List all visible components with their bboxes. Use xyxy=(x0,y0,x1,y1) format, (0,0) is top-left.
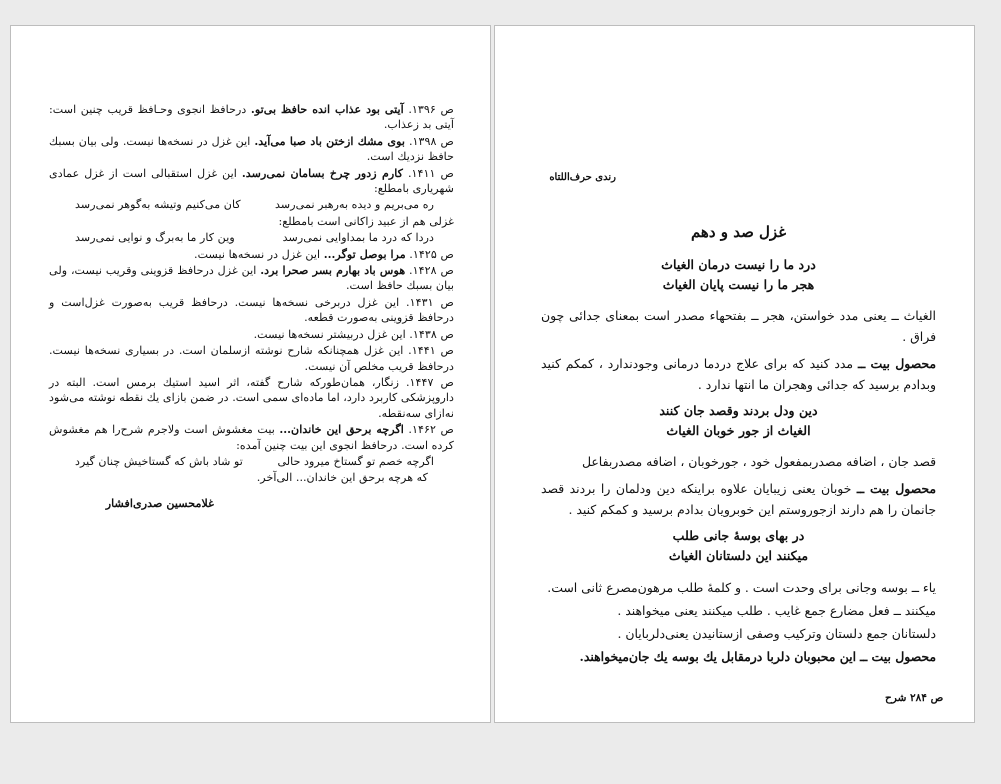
note-text: زنگار، همان‌طورکه شارح گفته، اثر اسید استیك برمس است. البته در داروپزشکی کاربرد دارد، اما ماده‌ای سمی است. در ضمن بازای یك نقطه نوشته می‌شود نه‌ازای سه‌نقطه. xyxy=(49,375,454,420)
note-ref: ص ۱۴۳۱. xyxy=(406,295,454,309)
note-verse: بوی مشك ازختن باد صبا می‌آید. xyxy=(254,133,406,148)
hemistich: دردا که درد ما بمداوایی نمی‌رسد xyxy=(282,231,434,245)
hemistich: اگرچه خصم تو گستاخ میرود حالی xyxy=(277,454,434,468)
note-verse: مرا بوصل توگر... xyxy=(323,246,406,261)
gloss-lines xyxy=(541,576,936,668)
note-1396 xyxy=(49,102,454,133)
couplet-line: هجر ما را نیست پایان الغیاث xyxy=(662,277,815,292)
note-ref: ص ۱۴۲۸. xyxy=(409,264,454,278)
note-1431 xyxy=(49,295,454,326)
notes-section xyxy=(49,102,454,511)
note-verse: اگرچه برحق این خاندان... xyxy=(279,422,404,437)
note-ref: ص ۱۳۹۶. xyxy=(408,103,455,116)
note-1398 xyxy=(49,134,454,165)
gloss-line: میکنند ــ فعل مضارع جمع غایب . طلب میکنند یعنی میخواهند . xyxy=(617,603,936,618)
summary-text: خوبان یعنی زیبایان علاوه براینکه دین ودلمان را بردند قصد جانمان را هم دارند ازجوروستم این خوبرویان بدادم برسید و کمکم کنید . xyxy=(541,481,936,517)
summary-text: مدد کنید که برای علاج دردما درمانی وجودندارد ، کمکم کنید وبدادم برسید که جدائی وهجران ما انتها ندارد . xyxy=(541,356,936,392)
commentary-section xyxy=(541,222,936,672)
note-1428 xyxy=(49,263,454,294)
note-ref: ص ۱۴۲۵. xyxy=(409,247,454,261)
note-ref: ص ۱۴۴۷. xyxy=(405,375,454,389)
hemistich: تو شاد باش که گستاخیش چنان گیرد xyxy=(75,454,243,468)
couplet-line: الغیاث از جور خوبان الغیاث xyxy=(666,423,811,438)
hemistich: کان می‌کنیم وتیشه به‌گوهر نمی‌رسد xyxy=(75,198,241,212)
summary-label: محصول بیت ــ xyxy=(858,356,936,371)
gloss-line: یاء ــ بوسه وجانی برای وحدت است . و کلمهٔ طلب مرهون‌مصرع ثانی است. xyxy=(547,580,936,595)
note-ref: ص ۱۴۳۸. xyxy=(409,327,454,341)
note-ref: ص ۱۴۱۱. xyxy=(407,166,455,180)
note-text: این غزل در نسخه‌ها نیست. xyxy=(194,247,321,261)
note-ref: ص ۱۳۹۸. xyxy=(408,134,455,148)
right-page xyxy=(494,25,975,723)
note-1441 xyxy=(49,343,454,374)
note-text: این غزل دربیشتر نسخه‌ها نیست. xyxy=(253,327,406,341)
couplet-line: در بهای بوسهٔ جانی طلب xyxy=(672,528,805,543)
note-verse: آیتی بود عذاب انده حافظ بی‌تو. xyxy=(250,102,404,116)
signature: غلامحسین صدری‌افشار xyxy=(105,495,214,510)
couplet-3 xyxy=(541,526,936,566)
verse-continuation: که هرچه برحق این خاندان... الی‌آخر. xyxy=(256,471,428,485)
couplet-line: میکنند این دلستانان الغیاث xyxy=(668,548,809,563)
note-1462 xyxy=(49,422,454,453)
note-1447 xyxy=(49,375,454,421)
gloss-paragraph: الغیاث ــ یعنی مدد خواستن، هجر ــ بفتحهاء مصدر است بمعنای جدائی چون فراق . xyxy=(541,308,936,344)
hemistich: ره می‌بریم و دیده به‌رهبر نمی‌رسد xyxy=(275,198,434,212)
left-page xyxy=(10,25,491,723)
note-text: این غزل درحافظ قزوینی وقریب نیست، ولی بیان بسبك حافظ است. xyxy=(49,264,454,293)
summary-line xyxy=(541,645,936,668)
verse-emadi xyxy=(49,197,454,212)
summary-paragraph xyxy=(541,478,936,520)
note-text: بیت مغشوش است ولاجرم شرح‌را هم مغشوش کرده است. درحافظ انجوی این بیت چنین آمده: xyxy=(49,423,454,452)
note-text: این غزل در نسخه‌ها نیست. ولی بیان بسبك حافظ نزدیك است. xyxy=(49,134,454,164)
note-verse: کارم زدور چرخ بسامان نمی‌رسد. xyxy=(241,165,404,180)
note-verse: هوس باد بهارم بسر صحرا برد. xyxy=(260,263,406,278)
verse-ubaid xyxy=(49,230,454,245)
note-text: این غزل دربرخی نسخه‌ها نیست. درحافظ قریب به‌صورت غزل‌است و درحافظ قزوینی به‌صورت قطعه. xyxy=(49,295,454,325)
note-text: این غزل همچنانکه شارح نوشته ازسلمان است. در بسیاری نسخه‌ها نیست. درحافظ قریب مخلص آن نیست. xyxy=(49,344,454,373)
summary-paragraph xyxy=(541,353,936,395)
couplet-2 xyxy=(541,401,936,441)
couplet-line: درد ما را نیست درمان الغیاث xyxy=(661,257,816,272)
note-ref: ص ۱۴۴۱. xyxy=(408,344,454,358)
couplet-line: دین ودل بردند وقصد جان کنند xyxy=(659,403,818,418)
verse-anjavi xyxy=(49,454,454,469)
page-footer: ص ۲۸۴ شرح xyxy=(885,692,944,704)
note-1425 xyxy=(49,247,454,262)
note-text: درحافظ انجوی وحـافظ قریب چنین است: آیتی بد زعذاب. xyxy=(49,103,454,132)
note-text: این غزل استقبالی است از غزل عمادی شهریاری بامطلع: xyxy=(49,166,454,196)
note-ref: ص ۱۴۶۲. xyxy=(408,423,454,437)
couplet-1 xyxy=(541,255,936,295)
summary-label: محصول بیت ــ xyxy=(859,649,936,664)
note-1438 xyxy=(49,327,454,342)
note-ubaid: غزلی هم از عبید زاکانی است بامطلع: xyxy=(278,214,454,228)
hemistich: وین کار ما به‌برگ و نوایی نمی‌رسد xyxy=(75,231,235,245)
gloss-line: دلستانان جمع دلستان وترکیب وصفی ازستانیدن یعنی‌دلربایان . xyxy=(617,626,936,641)
summary-text: این محبوبان دلربا درمقابل یك بوسه یك جان‌میخواهند. xyxy=(579,649,857,664)
running-head: رندی حرف‌اللتاه xyxy=(549,172,616,183)
note-1411 xyxy=(49,166,454,197)
summary-label: محصول بیت ــ xyxy=(856,481,936,496)
gloss-paragraph: قصد جان ، اضافه مصدربمفعول خود ، جورخوبان ، اضافه مصدربفاعل xyxy=(582,454,936,469)
ghazal-title: غزل صد و دهم xyxy=(690,223,787,241)
